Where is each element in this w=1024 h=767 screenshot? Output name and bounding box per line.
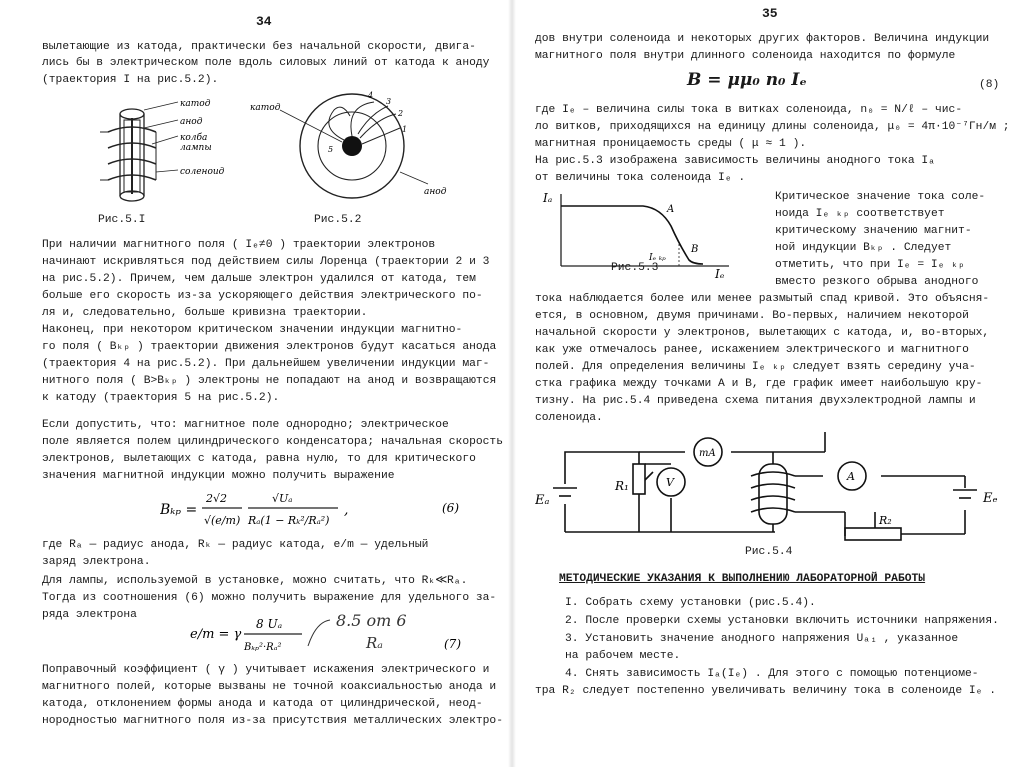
y-label: Iₐ: [543, 191, 553, 205]
instruction-step: тра R₂ следует постепенно увеличивать величину тока в соленоиде Iₑ .: [535, 685, 996, 697]
traj-label: 1: [402, 125, 408, 134]
formula-den: Rₐ(1 − Rₖ²/Rₐ²): [248, 514, 330, 527]
section-heading: МЕТОДИЧЕСКИЕ УКАЗАНИЯ К ВЫПОЛНЕНИЮ ЛАБОРАТОРНОЙ РАБОТЫ: [559, 573, 926, 585]
text-line: катода, отклонением формы анода и катода от цилиндрической, неод-: [42, 698, 483, 710]
text-line: Критическое значение тока соле-: [775, 191, 986, 203]
label-solenoid: соленоид: [180, 167, 225, 177]
instruction-step: 3. Установить значение анодного напряжения Uₐ₁ , указанное: [565, 633, 959, 645]
text-line: Для лампы, используемой в установке, можно считать, что Rₖ≪Rₐ.: [42, 575, 468, 587]
text-line: вылетающие из катода, практически без начальной скорости, двига-: [42, 41, 476, 53]
label-cathode: катод: [250, 103, 281, 113]
text-line: ется, в основном, двумя причинами. Во-первых, наличием некоторой: [535, 310, 969, 322]
curve: [561, 206, 703, 264]
text-line: соленоида.: [535, 412, 603, 424]
text-line: от величины тока соленоида Iₑ .: [535, 172, 746, 184]
equation-number: (7): [444, 637, 461, 651]
text-line: заряд электрона.: [42, 556, 151, 568]
text-line: критическому значению магнит-: [775, 225, 972, 237]
text-line: как уже отмечалось ранее, искажением электрического и магнитного: [535, 344, 969, 356]
figure-5-2: [250, 88, 450, 214]
formula-den: Bₖₚ²·Rₐ²: [244, 642, 282, 653]
text-line: Если допустить, что: магнитное поле однородно; электрическое: [42, 419, 449, 431]
text-line: больше его скорость из-за ускоряющего действия электрического по-: [42, 290, 483, 302]
crit-label: Iₑ ₖₚ: [649, 253, 666, 263]
instruction-step: I. Собрать схему установки (рис.5.4).: [565, 597, 816, 609]
text-line: дов внутри соленоида и некоторых других факторов. Величина индукции: [535, 33, 990, 45]
text-line: магнитного полей, которые вызваны не точной коаксиальностью анода и: [42, 681, 497, 693]
formula-den: √(e/m): [204, 514, 241, 527]
label-lamp: лампы: [180, 143, 212, 153]
text-line: го поля ( Bₖₚ ) траектории движения электронов будут касаться анода: [42, 341, 497, 353]
instruction-step: на рабочем месте.: [565, 650, 681, 662]
text-line: поле является полем цилиндрического конденсатора; начальная скорость: [42, 436, 503, 448]
text-line: Тогда из соотношения (6) можно получить выражение для удельного за-: [42, 592, 497, 604]
traj-label: 5: [328, 145, 334, 154]
traj-label: 3: [386, 97, 392, 106]
text-line: нитного поля ( B>Bₖₚ ) электроны не попадают на анод и возвращаются: [42, 375, 497, 387]
page-number: 34: [256, 14, 272, 29]
label-r1: R₁: [615, 479, 629, 493]
text-line: Поправочный коэффициент ( γ ) учитывает искажения электрического и: [42, 664, 490, 676]
label-ea: Eₐ: [535, 493, 550, 508]
figure-caption: Рис.5.I: [98, 214, 146, 226]
handwritten-note: 8.5 от 6: [336, 611, 407, 630]
label-anode: анод: [180, 117, 203, 127]
text-line: ло витков, приходящихся на единицу длины соленоида, μ₀ = 4π·10⁻⁷Гн/м ;: [535, 121, 1010, 133]
page-gutter: [508, 0, 516, 767]
point-b: B: [691, 244, 699, 255]
text-line: (траектория I на рис.5.2).: [42, 74, 219, 86]
label-cathode: катод: [180, 99, 211, 109]
text-line: ноида Iₑ ₖₚ соответствует: [775, 208, 945, 220]
formula-lhs: Bₖₚ =: [160, 502, 198, 518]
traj-label: 2: [398, 109, 404, 118]
instruction-step: 2. После проверки схемы установки включить источники напряжения.: [565, 615, 999, 627]
meter-label: A: [847, 470, 855, 483]
text-line: тизну. На рис.5.4 приведена схема питания двухэлектродной лампы и: [535, 395, 976, 407]
text-line: ля и, следовательно, больше кривизна траектории.: [42, 307, 368, 319]
text-line: магнитная проницаемость среды ( μ ≈ 1 ).: [535, 138, 807, 150]
formula-lhs: e/m = γ: [190, 627, 242, 642]
figure-5-1: [60, 92, 240, 212]
text-line: стка графика между точками А и В, где график имеет наибольшую кру-: [535, 378, 983, 390]
meter-label: mA: [699, 448, 716, 459]
text-line: значения магнитной индукции можно получить выражение: [42, 470, 395, 482]
text-line: ряда электрона: [42, 609, 137, 621]
x-label: Iₑ: [715, 267, 725, 278]
formula-num: √Uₐ: [272, 492, 293, 505]
text-line: нородностью магнитного поля из-за присутствия металлических электро-: [42, 715, 503, 727]
text-line: начальной скорости у электронов, вылетающих с катода, и, во-вторых,: [535, 327, 990, 339]
text-line: тока наблюдается более или менее размытый спад кривой. Это объясня-: [535, 293, 990, 305]
point-a: A: [667, 204, 675, 215]
text-line: начинают искривляться под действием силы Лоренца (траектории 2 и 3: [42, 256, 490, 268]
text-line: ной индукции Bₖₚ . Следует: [775, 242, 952, 254]
label-r2: R₂: [879, 514, 892, 527]
tube-top: [120, 109, 144, 119]
equation-number: (6): [442, 501, 459, 515]
text-line: полей. Для определения величины Iₑ ₖₚ следует взять середину уча-: [535, 361, 976, 373]
formula-7: [190, 606, 490, 658]
text-line: магнитного поля внутри длинного соленоида находится по формуле: [535, 50, 956, 62]
figure-caption: Рис.5.2: [314, 214, 362, 226]
formula-num: 2√2: [206, 492, 228, 505]
text-line: электронов, вылетающих с катода, равна нулю, то для критического: [42, 453, 476, 465]
right-page: [519, 0, 1024, 767]
cathode-core: [342, 136, 362, 156]
text-line: лись бы в электрическом поле вдоль силовых линий от катода к аноду: [42, 57, 490, 69]
text-line: На рис.5.3 изображена зависимость величины анодного тока Iₐ: [535, 155, 935, 167]
text-line: При наличии магнитного поля ( Iₑ≠0 ) траектории электронов: [42, 239, 436, 251]
formula-num: 8 Uₐ: [256, 617, 283, 631]
traj-label: 4: [368, 91, 374, 100]
instruction-step: 4. Снять зависимость Iₐ(Iₑ) . Для этого с помощью потенциоме-: [565, 668, 979, 680]
formula-tail: ,: [344, 502, 349, 518]
equation-number: (8): [979, 79, 1000, 91]
label-anode: анод: [424, 187, 447, 197]
handwritten-note: Rₐ: [366, 634, 383, 652]
formula-8: B = μμ₀ n₀ Iₑ: [687, 70, 807, 90]
text-line: на рис.5.2). Причем, чем дальше электрон удалился от катода, тем: [42, 273, 476, 285]
text-line: отметить, что при Iₑ = Iₑ ₖₚ: [775, 259, 965, 271]
label-bulb: колба: [180, 133, 208, 143]
left-page: [0, 0, 505, 767]
figure-caption: Рис.5.3: [611, 262, 659, 274]
figure-5-4: [535, 424, 1005, 548]
text-line: где Rₐ — радиус анода, Rₖ — радиус катода, e/m — удельный: [42, 539, 429, 551]
page-number: 35: [762, 6, 778, 21]
text-line: (траектория 4 на рис.5.2). При дальнейшем увеличении индукции маг-: [42, 358, 490, 370]
label-ec: Eₑ: [983, 491, 998, 506]
figure-caption: Рис.5.4: [745, 546, 793, 558]
formula-6: [160, 486, 470, 532]
text-line: к катоду (траектория 5 на рис.5.2).: [42, 392, 280, 404]
text-line: вместо резкого обрыва анодного: [775, 276, 979, 288]
meter-label: V: [666, 476, 674, 489]
text-line: где Iₑ – величина силы тока в витках соленоида, n₀ = N/ℓ – чис-: [535, 104, 963, 116]
text-line: Наконец, при некотором критическом значении индукции магнитно-: [42, 324, 463, 336]
